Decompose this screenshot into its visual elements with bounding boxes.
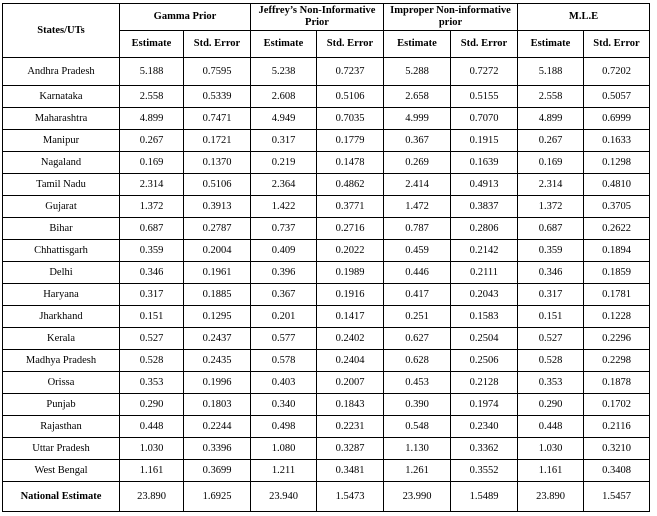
estimate-cell: 0.737 [251, 218, 317, 240]
std-error-cell: 0.3699 [184, 460, 251, 482]
estimate-cell: 0.687 [518, 218, 584, 240]
std-error-cell: 0.2806 [451, 218, 518, 240]
std-error-cell: 0.5057 [584, 86, 650, 108]
estimate-cell: 4.899 [120, 108, 184, 130]
std-error-cell: 0.7471 [184, 108, 251, 130]
estimate-cell: 0.787 [384, 218, 451, 240]
std-error-cell: 0.5339 [184, 86, 251, 108]
table-row [3, 394, 650, 416]
estimate-cell: 23.990 [384, 482, 451, 512]
estimate-cell: 1.472 [384, 196, 451, 218]
state-cell: Chhattisgarh [3, 240, 120, 262]
subheader-estimate: Estimate [120, 31, 184, 58]
estimate-cell: 0.151 [518, 306, 584, 328]
std-error-cell: 0.1961 [184, 262, 251, 284]
std-error-cell: 0.1916 [317, 284, 384, 306]
std-error-cell: 0.3481 [317, 460, 384, 482]
std-error-cell: 0.1639 [451, 152, 518, 174]
subheader-estimate: Estimate [518, 31, 584, 58]
state-cell: Rajasthan [3, 416, 120, 438]
std-error-cell: 0.7237 [317, 58, 384, 86]
std-error-cell: 0.2007 [317, 372, 384, 394]
std-error-cell: 0.1885 [184, 284, 251, 306]
estimate-cell: 1.161 [518, 460, 584, 482]
std-error-cell: 0.3210 [584, 438, 650, 460]
state-cell: Karnataka [3, 86, 120, 108]
estimate-cell: 0.151 [120, 306, 184, 328]
std-error-cell: 0.7035 [317, 108, 384, 130]
estimate-cell: 2.558 [518, 86, 584, 108]
estimate-cell: 4.999 [384, 108, 451, 130]
state-cell: Punjab [3, 394, 120, 416]
estimate-cell: 0.527 [120, 328, 184, 350]
std-error-cell: 0.1721 [184, 130, 251, 152]
std-error-cell: 0.4862 [317, 174, 384, 196]
std-error-cell: 0.7595 [184, 58, 251, 86]
subheader-std-error: Std. Error [584, 31, 650, 58]
estimate-cell: 0.317 [518, 284, 584, 306]
estimate-cell: 0.628 [384, 350, 451, 372]
estimate-cell: 2.414 [384, 174, 451, 196]
estimate-cell: 23.890 [120, 482, 184, 512]
table-row [3, 108, 650, 130]
state-cell: Nagaland [3, 152, 120, 174]
estimate-cell: 0.577 [251, 328, 317, 350]
estimate-cell: 0.498 [251, 416, 317, 438]
std-error-cell: 0.1878 [584, 372, 650, 394]
table-container [2, 3, 650, 512]
table-row [3, 240, 650, 262]
estimate-cell: 0.578 [251, 350, 317, 372]
estimate-cell: 4.899 [518, 108, 584, 130]
std-error-cell: 0.2022 [317, 240, 384, 262]
estimate-cell: 1.030 [518, 438, 584, 460]
std-error-cell: 0.2404 [317, 350, 384, 372]
state-cell: Orissa [3, 372, 120, 394]
std-error-cell: 0.3771 [317, 196, 384, 218]
estimate-cell: 0.453 [384, 372, 451, 394]
table-row [3, 58, 650, 86]
table-row [3, 306, 650, 328]
estimate-cell: 5.288 [384, 58, 451, 86]
table-row [3, 174, 650, 196]
state-cell: Madhya Pradesh [3, 350, 120, 372]
estimate-cell: 0.403 [251, 372, 317, 394]
state-cell: Delhi [3, 262, 120, 284]
state-cell: Manipur [3, 130, 120, 152]
estimate-cell: 2.558 [120, 86, 184, 108]
estimate-cell: 1.372 [120, 196, 184, 218]
table-row [3, 196, 650, 218]
estimate-cell: 0.251 [384, 306, 451, 328]
state-cell: National Estimate [3, 482, 120, 512]
std-error-cell: 0.2142 [451, 240, 518, 262]
std-error-cell: 0.1478 [317, 152, 384, 174]
states-header: States/UTs [3, 4, 120, 58]
estimate-cell: 5.188 [518, 58, 584, 86]
std-error-cell: 0.2111 [451, 262, 518, 284]
state-cell: Bihar [3, 218, 120, 240]
estimate-cell: 5.238 [251, 58, 317, 86]
state-cell: Tamil Nadu [3, 174, 120, 196]
estimate-cell: 0.359 [120, 240, 184, 262]
std-error-cell: 0.3705 [584, 196, 650, 218]
estimate-cell: 0.219 [251, 152, 317, 174]
table-row [3, 372, 650, 394]
estimates-table [2, 3, 650, 512]
subheader-estimate: Estimate [251, 31, 317, 58]
std-error-cell: 0.2043 [451, 284, 518, 306]
std-error-cell: 0.2787 [184, 218, 251, 240]
group-header-mle: M.L.E [518, 4, 650, 31]
estimate-cell: 2.314 [120, 174, 184, 196]
std-error-cell: 0.2244 [184, 416, 251, 438]
table-row [3, 152, 650, 174]
table-row [3, 460, 650, 482]
std-error-cell: 0.2004 [184, 240, 251, 262]
std-error-cell: 0.2116 [584, 416, 650, 438]
std-error-cell: 0.2716 [317, 218, 384, 240]
state-cell: Andhra Pradesh [3, 58, 120, 86]
estimate-cell: 2.364 [251, 174, 317, 196]
std-error-cell: 1.5489 [451, 482, 518, 512]
total-row [3, 482, 650, 512]
estimate-cell: 0.548 [384, 416, 451, 438]
std-error-cell: 0.2437 [184, 328, 251, 350]
std-error-cell: 0.1894 [584, 240, 650, 262]
estimate-cell: 23.940 [251, 482, 317, 512]
estimate-cell: 0.528 [120, 350, 184, 372]
std-error-cell: 0.2128 [451, 372, 518, 394]
std-error-cell: 0.3396 [184, 438, 251, 460]
table-row [3, 86, 650, 108]
estimate-cell: 0.317 [120, 284, 184, 306]
estimate-cell: 5.188 [120, 58, 184, 86]
estimate-cell: 0.417 [384, 284, 451, 306]
std-error-cell: 0.1989 [317, 262, 384, 284]
std-error-cell: 0.1633 [584, 130, 650, 152]
estimate-cell: 0.448 [518, 416, 584, 438]
estimate-cell: 0.687 [120, 218, 184, 240]
estimate-cell: 0.367 [384, 130, 451, 152]
table-row [3, 218, 650, 240]
estimate-cell: 0.269 [384, 152, 451, 174]
table-row [3, 262, 650, 284]
estimate-cell: 2.658 [384, 86, 451, 108]
std-error-cell: 0.2298 [584, 350, 650, 372]
estimate-cell: 0.528 [518, 350, 584, 372]
state-cell: Haryana [3, 284, 120, 306]
std-error-cell: 0.1915 [451, 130, 518, 152]
estimate-cell: 0.390 [384, 394, 451, 416]
estimate-cell: 0.346 [518, 262, 584, 284]
table-row [3, 130, 650, 152]
std-error-cell: 0.5106 [317, 86, 384, 108]
std-error-cell: 0.5155 [451, 86, 518, 108]
std-error-cell: 0.3552 [451, 460, 518, 482]
table-row [3, 416, 650, 438]
std-error-cell: 0.5106 [184, 174, 251, 196]
std-error-cell: 0.2504 [451, 328, 518, 350]
estimate-cell: 1.080 [251, 438, 317, 460]
estimate-cell: 0.409 [251, 240, 317, 262]
std-error-cell: 0.1370 [184, 152, 251, 174]
table-body [3, 58, 650, 512]
estimate-cell: 2.314 [518, 174, 584, 196]
std-error-cell: 0.1781 [584, 284, 650, 306]
std-error-cell: 0.6999 [584, 108, 650, 130]
std-error-cell: 0.1295 [184, 306, 251, 328]
estimate-cell: 2.608 [251, 86, 317, 108]
std-error-cell: 0.3408 [584, 460, 650, 482]
std-error-cell: 0.1803 [184, 394, 251, 416]
estimate-cell: 0.353 [120, 372, 184, 394]
estimate-cell: 1.422 [251, 196, 317, 218]
std-error-cell: 0.7070 [451, 108, 518, 130]
std-error-cell: 0.2296 [584, 328, 650, 350]
std-error-cell: 0.1859 [584, 262, 650, 284]
state-cell: Uttar Pradesh [3, 438, 120, 460]
group-header-improper: Improper Non-informative prior [384, 4, 518, 31]
estimate-cell: 0.359 [518, 240, 584, 262]
subheader-std-error: Std. Error [317, 31, 384, 58]
estimate-cell: 0.267 [120, 130, 184, 152]
state-cell: West Bengal [3, 460, 120, 482]
std-error-cell: 0.2622 [584, 218, 650, 240]
table-row [3, 350, 650, 372]
std-error-cell: 0.1996 [184, 372, 251, 394]
std-error-cell: 0.1298 [584, 152, 650, 174]
std-error-cell: 0.1702 [584, 394, 650, 416]
state-cell: Kerala [3, 328, 120, 350]
estimate-cell: 1.130 [384, 438, 451, 460]
std-error-cell: 0.3913 [184, 196, 251, 218]
estimate-cell: 0.527 [518, 328, 584, 350]
estimate-cell: 0.169 [518, 152, 584, 174]
std-error-cell: 1.5457 [584, 482, 650, 512]
std-error-cell: 0.4913 [451, 174, 518, 196]
state-cell: Maharashtra [3, 108, 120, 130]
subheader-estimate: Estimate [384, 31, 451, 58]
estimate-cell: 0.353 [518, 372, 584, 394]
estimate-cell: 0.169 [120, 152, 184, 174]
table-row [3, 284, 650, 306]
estimate-cell: 0.346 [120, 262, 184, 284]
estimate-cell: 1.372 [518, 196, 584, 218]
estimate-cell: 0.290 [120, 394, 184, 416]
estimate-cell: 0.340 [251, 394, 317, 416]
std-error-cell: 0.7272 [451, 58, 518, 86]
estimate-cell: 0.627 [384, 328, 451, 350]
estimate-cell: 0.290 [518, 394, 584, 416]
std-error-cell: 0.3287 [317, 438, 384, 460]
std-error-cell: 0.1417 [317, 306, 384, 328]
std-error-cell: 0.3362 [451, 438, 518, 460]
table-row [3, 328, 650, 350]
estimate-cell: 0.446 [384, 262, 451, 284]
group-header-gamma: Gamma Prior [120, 4, 251, 31]
std-error-cell: 0.2506 [451, 350, 518, 372]
std-error-cell: 0.2340 [451, 416, 518, 438]
estimate-cell: 1.211 [251, 460, 317, 482]
std-error-cell: 0.2402 [317, 328, 384, 350]
estimate-cell: 4.949 [251, 108, 317, 130]
std-error-cell: 0.2435 [184, 350, 251, 372]
std-error-cell: 0.1843 [317, 394, 384, 416]
state-cell: Jharkhand [3, 306, 120, 328]
state-cell: Gujarat [3, 196, 120, 218]
estimate-cell: 0.396 [251, 262, 317, 284]
group-header-jeffrey: Jeffrey’s Non-Informative Prior [251, 4, 384, 31]
estimate-cell: 0.459 [384, 240, 451, 262]
subheader-std-error: Std. Error [451, 31, 518, 58]
std-error-cell: 0.1974 [451, 394, 518, 416]
std-error-cell: 0.4810 [584, 174, 650, 196]
estimate-cell: 0.367 [251, 284, 317, 306]
std-error-cell: 0.1583 [451, 306, 518, 328]
estimate-cell: 0.201 [251, 306, 317, 328]
std-error-cell: 1.6925 [184, 482, 251, 512]
estimate-cell: 0.448 [120, 416, 184, 438]
std-error-cell: 1.5473 [317, 482, 384, 512]
estimate-cell: 1.161 [120, 460, 184, 482]
estimate-cell: 0.317 [251, 130, 317, 152]
table-row [3, 438, 650, 460]
std-error-cell: 0.7202 [584, 58, 650, 86]
estimate-cell: 0.267 [518, 130, 584, 152]
estimate-cell: 23.890 [518, 482, 584, 512]
std-error-cell: 0.1228 [584, 306, 650, 328]
std-error-cell: 0.2231 [317, 416, 384, 438]
subheader-std-error: Std. Error [184, 31, 251, 58]
std-error-cell: 0.3837 [451, 196, 518, 218]
estimate-cell: 1.030 [120, 438, 184, 460]
std-error-cell: 0.1779 [317, 130, 384, 152]
estimate-cell: 1.261 [384, 460, 451, 482]
